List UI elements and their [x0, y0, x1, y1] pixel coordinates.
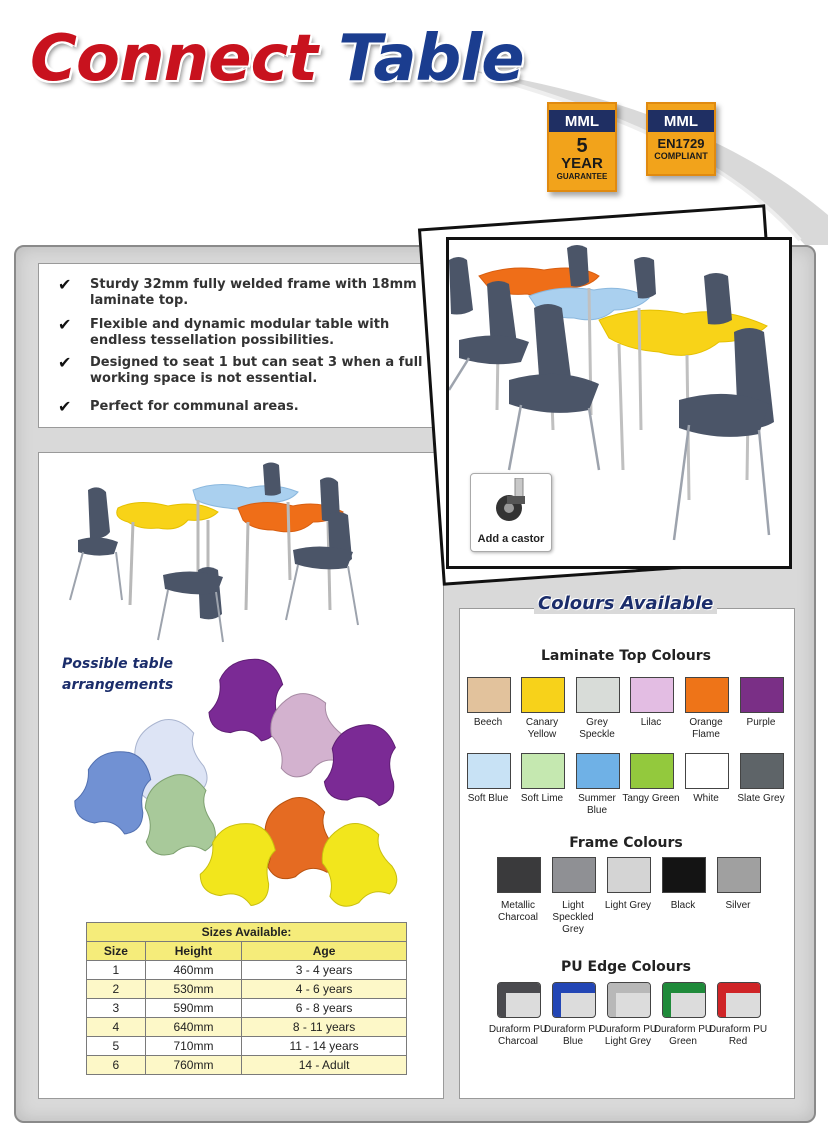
- feature-text: Designed to seat 1 but can seat 3 when a full working space is not essential.: [90, 355, 423, 386]
- laminate-swatch: [521, 677, 565, 713]
- check-icon: ✔: [58, 397, 72, 416]
- frame-label: Metallic Charcoal: [497, 900, 539, 923]
- laminate-swatch: [467, 677, 511, 713]
- laminate-swatch: [630, 753, 674, 789]
- pu-edge: [608, 983, 616, 1017]
- pu-swatch: [552, 982, 596, 1018]
- pu-swatch: [662, 982, 706, 1018]
- size-cell: 4: [87, 1018, 146, 1037]
- title-word-connect: Connect: [30, 22, 317, 96]
- laminate-swatch: [576, 677, 620, 713]
- frame-title: Frame Colours: [569, 835, 683, 851]
- laminate-label: Soft Blue: [467, 793, 509, 804]
- badge-year-label: YEAR: [561, 155, 603, 172]
- laminate-label: Soft Lime: [520, 793, 564, 804]
- check-icon: ✔: [58, 315, 72, 334]
- size-cell: 1: [87, 961, 146, 980]
- arrangements-label-line: arrangements: [62, 677, 174, 693]
- age-cell: 14 - Adult: [242, 1056, 407, 1075]
- pu-label: Duraform PU Green: [653, 1024, 713, 1047]
- table-row: [87, 999, 407, 1018]
- laminate-label: White: [693, 793, 719, 804]
- castor-icon: [487, 478, 535, 524]
- sizes-header-size: Size: [87, 942, 146, 961]
- laminate-label: Summer Blue: [578, 793, 616, 816]
- height-cell: 460mm: [145, 961, 241, 980]
- size-cell: 3: [87, 999, 146, 1018]
- age-cell: 6 - 8 years: [242, 999, 407, 1018]
- pu-label: Duraform PU Charcoal: [488, 1024, 548, 1047]
- badge-standard: EN1729: [657, 136, 705, 151]
- sizes-caption: Sizes Available:: [87, 923, 407, 942]
- laminate-swatch: [630, 677, 674, 713]
- frame-swatch: [497, 857, 541, 893]
- size-cell: 6: [87, 1056, 146, 1075]
- laminate-label: Slate Grey: [737, 793, 785, 804]
- frame-label: Light Speckled Grey: [552, 900, 594, 935]
- size-cell: 5: [87, 1037, 146, 1056]
- frame-swatch: [662, 857, 706, 893]
- height-cell: 640mm: [145, 1018, 241, 1037]
- sizes-header-age: Age: [242, 942, 407, 961]
- pu-edge: [663, 983, 671, 1017]
- sizes-header-height: Height: [145, 942, 241, 961]
- product-photo-small: [58, 460, 428, 650]
- badge-compliant-label: COMPLIANT: [654, 151, 708, 161]
- castor-label: Add a castor: [477, 533, 545, 545]
- guarantee-badge: [547, 102, 617, 192]
- age-cell: 11 - 14 years: [242, 1037, 407, 1056]
- feature-text: Perfect for communal areas.: [90, 399, 299, 414]
- badge-brand: MML: [648, 110, 714, 132]
- laminate-swatch: [685, 753, 729, 789]
- pu-swatch: [497, 982, 541, 1018]
- frame-label: Black: [670, 900, 696, 911]
- pu-edge: [498, 983, 506, 1017]
- check-icon: ✔: [58, 353, 72, 372]
- castor-option: [470, 473, 552, 552]
- compliance-badge: [646, 102, 716, 176]
- laminate-label: Canary Yellow: [525, 717, 559, 740]
- age-cell: 4 - 6 years: [242, 980, 407, 999]
- feature-text: Sturdy 32mm fully welded frame with 18mm laminate top.: [90, 277, 417, 308]
- laminate-label: Orange Flame: [689, 717, 723, 740]
- age-cell: 8 - 11 years: [242, 1018, 407, 1037]
- title-word-table: Table: [338, 22, 524, 96]
- pu-swatch: [607, 982, 651, 1018]
- frame-swatch: [717, 857, 761, 893]
- pu-swatch: [717, 982, 761, 1018]
- check-icon: ✔: [58, 275, 72, 294]
- table-row: [87, 1056, 407, 1075]
- feature-text: Flexible and dynamic modular table with endless tessellation possibilities.: [90, 317, 390, 348]
- laminate-swatch: [740, 753, 784, 789]
- height-cell: 760mm: [145, 1056, 241, 1075]
- laminate-swatch: [521, 753, 565, 789]
- table-row: [87, 1018, 407, 1037]
- laminate-swatch: [740, 677, 784, 713]
- frame-swatch: [607, 857, 651, 893]
- size-cell: 2: [87, 980, 146, 999]
- colours-title: Colours Available: [534, 593, 717, 614]
- arrangement-diagram: [60, 650, 420, 910]
- laminate-title: Laminate Top Colours: [541, 648, 711, 664]
- badge-brand: MML: [549, 110, 615, 132]
- laminate-label: Tangy Green: [622, 793, 680, 804]
- badge-years: 5: [576, 135, 588, 157]
- height-cell: 710mm: [145, 1037, 241, 1056]
- laminate-label: Purple: [746, 717, 776, 728]
- pu-label: Duraform PU Blue: [543, 1024, 603, 1047]
- height-cell: 590mm: [145, 999, 241, 1018]
- badge-guarantee-label: GUARANTEE: [556, 172, 608, 181]
- laminate-label: Grey Speckle: [579, 717, 615, 740]
- laminate-swatch: [685, 677, 729, 713]
- table-row: [87, 980, 407, 999]
- table-row: [87, 1037, 407, 1056]
- pu-label: Duraform PU Light Grey: [598, 1024, 658, 1047]
- laminate-label: Lilac: [640, 717, 662, 728]
- laminate-swatch: [576, 753, 620, 789]
- pu-label: Duraform PU Red: [708, 1024, 768, 1047]
- laminate-swatch: [467, 753, 511, 789]
- pu-title: PU Edge Colours: [561, 959, 691, 975]
- arrangements-label-line: Possible table: [62, 656, 173, 672]
- height-cell: 530mm: [145, 980, 241, 999]
- sizes-table: [86, 922, 407, 1075]
- pu-edge: [553, 983, 561, 1017]
- pu-edge: [718, 983, 726, 1017]
- laminate-label: Beech: [473, 717, 503, 728]
- age-cell: 3 - 4 years: [242, 961, 407, 980]
- frame-label: Silver: [725, 900, 751, 911]
- table-row: [87, 961, 407, 980]
- frame-label: Light Grey: [604, 900, 652, 911]
- page-title: [30, 22, 524, 96]
- frame-swatch: [552, 857, 596, 893]
